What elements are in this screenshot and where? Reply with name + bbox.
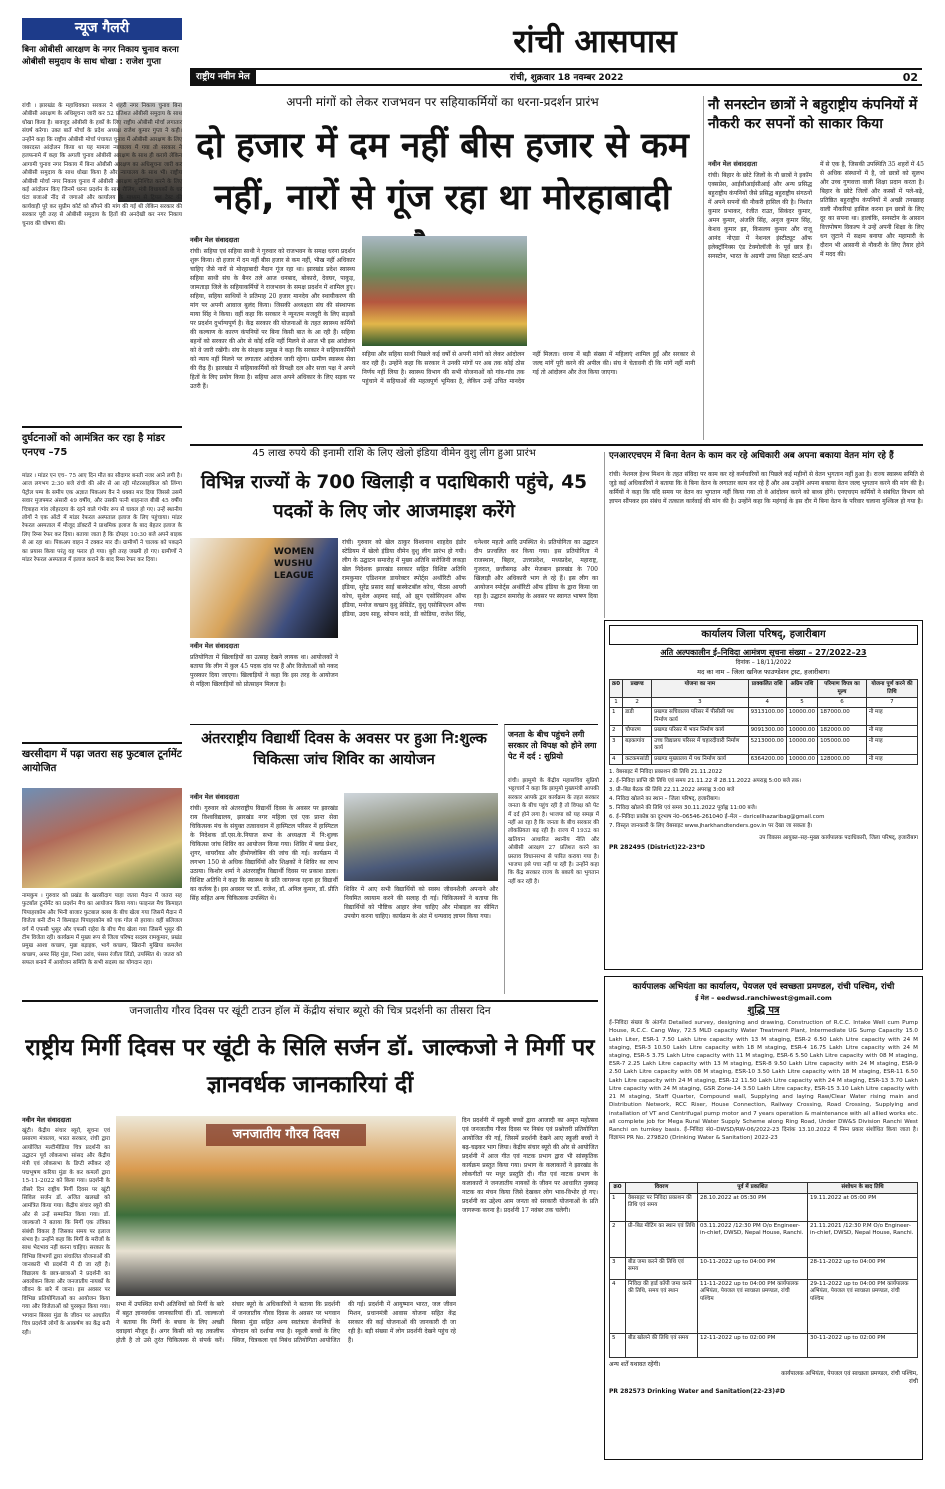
gallery-title: न्यूज गैलरी bbox=[22, 18, 182, 40]
lead-headline: दो हजार में दम नहीं बीस हजार से कम नहीं, नारों से गूंज रहा था मोरहाबादी bbox=[196, 126, 689, 218]
lead-story bbox=[190, 96, 695, 440]
table-cell: उच्च विद्यालय परिसर में चहारदीवारी निर्माण कार्य bbox=[652, 736, 748, 754]
table-cell: 19.11.2022 at 05:00 PM bbox=[808, 1193, 918, 1221]
table-cell: 10000.00 bbox=[786, 754, 817, 764]
table-cell: 1 bbox=[610, 708, 623, 726]
note-line: 3. प्री–बिड बैठक की तिथि 22.11.2022 अपराह्न 3:00 बजे bbox=[609, 786, 735, 793]
table-cell: 4 bbox=[748, 698, 786, 708]
page-section-title: रांची आसपास bbox=[513, 22, 677, 60]
students-headline: अंतरराष्ट्रीय विद्यार्थी दिवस के अवसर पर हुआ नि:शुल्क चिकित्सा जांच शिविर का आयोजन bbox=[201, 731, 487, 768]
tender1-title: अति अल्पकालीन ई–निविदा आमंत्रण सूचना संख्या – 27/2022–23 bbox=[660, 647, 867, 657]
jobs-body-text: रांची। बिहार के छोटे जिलों के नौ छात्रों ने इकॉम एक्सप्रेस, आईसीआईसीआई और अन्य प्रसिद्ध बहुराष्ट्रीय कंपनियों जैसे प्रसिद्ध बहुराष्ट्रीय संगठनों में अपने सपनों की नौकरी हासिल की है। निशांत कुमार प्रभाकर, रंजीत राउत, सिकंदर कुमार, अमन कुमार, अंजलि सिंह, अनुज कुमार सिंह, केशव कुमार झा, किसलय कुमार और राजू आनंद नोएडा में नेशनल इंस्टीट्यूट ऑफ इलेक्ट्रॉनिक्स एंड टेक्नोलॉजी के पूर्व छात्र हैं। सनस्टोन, भारत के अग्रणी उच्च शिक्षा स्टार्ट-अप में से एक है, जिसकी उपस्थिति 35 शहरों में 45 से अधिक संस्थानों में है, जो छात्रों को सुलभ और उच्च गुणवत्ता वाली शिक्षा प्रदान करता है। बिहार के छोटे जिलों और कस्बों में पले-बढ़े, प्रतिष्ठित बहुराष्ट्रीय कंपनियों में अच्छी तनख्वाह वाली नौकरियां हासिल करना इन छात्रों के लिए दूर का सपना था। हालांकि, सनस्टोन के आसान वित्तपोषण विकल्प ने उन्हें अपनी शिक्षा के लिए धन जुटाने में सक्षम बनाया और महामारी के दौरान भी आसानी से नौकरी के लिए तैयार होने में मदद की। bbox=[708, 161, 924, 260]
sports-kicker: 45 लाख रुपये की इनामी राशि के लिए खेलो इंडिया वीमेन वुशु लीग हुआ प्रारंभ bbox=[252, 448, 536, 459]
epilepsy-story bbox=[22, 1000, 598, 1460]
epilepsy-text-c: दिन प्रदर्शनी में स्कूली बच्चों द्वारा आजादी का अमृत महोत्सव एवं जनजातीय गौरव दिवस पर निबंध एवं प्रश्नोत्तरी प्रतियोगिता आयोजित की गई, जिसमें प्रदर्शनी देखने आए स्कूली बच्चों ने बढ़-चढ़कर भाग लिया। केंद्रीय संचार ब्यूरो की ओर से आयोजित प्रदर्शनी में आज गीत एवं नाटक प्रभाग द्वारा भी सांस्कृतिक कार्यक्रम प्रस्तुत किया गया। प्रभाग के कलाकारों ने झारखंड के लोकगीतों पर मधुर प्रस्तुति दी। गीत एवं नाटक प्रभाग के कलाकारों ने जनजातीय नायकों के जीवन पर आधारित नुक्कड़ नाटक का मंचन किया जिसे देखकर लोग भाव-विभोर हो गए। प्रदर्शनी का उद्देश्य आम जनता को सरकारी योजनाओं के प्रति जागरूक करना है। प्रदर्शनी 17 नवंबर तक चलेगी। bbox=[462, 1117, 598, 1214]
tender2-body: ई–निविदा संख्या के अंतर्गत Detailed survey, designing and drawing, Construction of R.C.C. Intake Well cum Pump House, R.C.C. Cang Way, 72.5 MLD capacity Water Treatment Plant, Intermediate UG Sump Capacity 15.0 Lakh Liter, ESR-1 7.50 Lakh Litre capacity with 13 M staging, ESR-2 6.50 Lakh Litre capacity with 24 M staging, ESR-3 10.50 Lakh Litre capacity with 18 M staging, ESR-4 16.75 Lakh Litre capacity with 24 M staging, ESR-5 3.75 Lakh Litre capacity with 11 M staging, ESR-6 5.50 Lakh Litre capacity with 08 M staging, ESR-7 2.25 Lakh Litre capacity with 13 M staging, ESR-8 9.50 Lakh Litre capacity with 24 M staging, ESR-9 2.50 Lakh Litre capacity with 08 M staging, ESR-10 3.50 Lakh Litre capacity with 18 M staging, ESR-11 6.50 Lakh Litre capacity with 24 M staging, ESR-12 11.50 Lakh Litre capacity with 24 M staging, ESR-13 3.70 Lakh Litre capacity with 24 M staging, GSR Zone-14 3.50 Lakh Litre capacity, ESR-15 3.10 Lakh Litre capacity with 21 M staging, Staff Quarter, Compound wall, Supplying and laying Raw/Clear Water rising main and Distribution Network, RCC Riser, House Connection, Railway Crossing, Road Crossing, Supplying and installation of VT and Centrifugal pump motor and 7 years operation & maintenance with all allied works etc. all complete job for Mega Rural Water Supply Scheme along Ring Road, Under DW&S Division Ranchi West Ranchi on turnkey basis. ई–निविदा सं0–DWSD/RW-06/2022-23 दिनांक 13.10.2022 में निम्न प्रकार संशोधित किया जाता है। विज्ञापन PR No. 279820 (Drinking Water & Sanitation) 2022-23 bbox=[609, 1020, 918, 1142]
table-cell: प्रखण्ड परिसर में भवन निर्माण कार्य bbox=[652, 726, 748, 736]
table-cell: 6 bbox=[818, 698, 867, 708]
table-cell: नौ माह bbox=[866, 736, 917, 754]
note-line: 2. ई–निविदा प्राप्ति की तिथि एवं समय 21.11.22 से 28.11.2022 अपराह्न 5:00 बजे तक। bbox=[609, 777, 802, 784]
table-cell: प्रखण्ड मुख्यालय में पथ निर्माण कार्य bbox=[652, 754, 748, 764]
table-cell: 187000.00 bbox=[818, 708, 867, 726]
table-header-row bbox=[610, 1183, 918, 1193]
table-cell: 10-11-2022 up to 04:00 PM bbox=[698, 1257, 808, 1279]
table-cell: बड़कागांव bbox=[623, 736, 652, 754]
tender-notice-dwsd bbox=[604, 976, 923, 1460]
table-cell: 4 bbox=[610, 754, 623, 764]
students-text-a bbox=[190, 793, 338, 993]
table-cell: 5 bbox=[610, 1333, 626, 1357]
table-cell: 12-11-2022 up to 02:00 PM bbox=[698, 1333, 808, 1357]
lead-text-column bbox=[190, 236, 355, 438]
jobs-headline: नौ सनस्टोन छात्रों ने बहुराष्ट्रीय कंपनियों में नौकरी कर सपनों को साकार किया bbox=[708, 97, 918, 132]
tender1-table bbox=[609, 679, 918, 765]
football-photo bbox=[22, 788, 182, 888]
masthead bbox=[190, 18, 922, 88]
lead-body: रांची। सहिया एवं सहिया साथी ने गुरुवार को राजभवन के समक्ष धरना प्रदर्शन शुरू किया। दो हजार में दम नहीं बीस हजार से कम नहीं, भीख नहीं अधिकार चाहिए जैसे नारों से मोरहाबादी मैदान गूंज रहा था। झारखंड प्रदेश स्वास्थ्य सहिया साथी संघ के बैनर तले आज धनबाद, बोकारो, देवघर, पाकुड़, जामताड़ा जिले के सहियाकर्मियों ने राजभवन के समक्ष प्रदर्शन में शामिल हुए। सहिया, सहिया साथियों ने प्रतिमाह 20 हजार मानदेय और स्थायीकरण की मांग पर अपनी आवाज बुलंद किया। जिसकी अध्यक्षता संघ की संस्थापक माया सिंह ने किया। वहीं कहा कि सरकार ने न्यूनतम मजदूरी के लिए सड़कों पर प्रदर्शन दुर्भाग्यपूर्ण है। केंद्र सरकार की योजनाओं के तहत स्वास्थ्य कर्मियों की कल्याण के कारण कंपनियों पर बिना किसी बात के आ रही हैं। सहिया बहनों को सरकार की ओर से कोई राशि नहीं मिलने से आज भी इस आंदोलन को वे जारी रखेंगी। संघ के संरक्षक प्रमुख ने कहा कि सरकार ने सहियाकर्मियों को न्याय नहीं मिलने पर लगातार आंदोलन जारी रहेगा। ग्रामीण स्वास्थ्य सेवा की रीढ़ हैं। झारखंड में सहियाकर्मियों को विपक्षी दल और सत्ता पक्ष ने अपने हितों के लिए प्रयोग किया है। सहिया आज अपने अधिकार के लिए सड़क पर उतरी हैं। bbox=[190, 247, 355, 390]
table-cell: वेबसाइट पर निविदा प्रकाशन की तिथि एवं समय bbox=[626, 1193, 698, 1221]
page-number: 02 bbox=[902, 71, 918, 84]
tender2-table bbox=[609, 1182, 918, 1357]
table-cell: प्री–बिड मीटिंग का स्थान एवं तिथि bbox=[626, 1221, 698, 1257]
table-cell: बीड जमा करने की तिथि एवं समय bbox=[626, 1257, 698, 1279]
table-number-row bbox=[610, 698, 918, 708]
table-cell: 3 bbox=[610, 736, 623, 754]
table-cell: 182000.00 bbox=[818, 726, 867, 736]
nhm-story bbox=[604, 452, 923, 618]
tender2-office: कार्यपालक अभियंता का कार्यालय, पेयजल एवं स्वच्छता प्रमण्डल, रांची पश्चिम, रांची bbox=[632, 982, 895, 992]
table-header: पूर्व में प्रकाशित bbox=[698, 1183, 808, 1193]
tender-notice-hazaribag bbox=[604, 620, 923, 970]
tender2-pr: PR 282573 Drinking Water and Sanitation(22-23)#D bbox=[609, 1388, 785, 1396]
epilepsy-kicker: जनजातीय गौरव दिवस पर खूंटी टाउन हॉल में केंद्रीय संचार ब्यूरो की चित्र प्रदर्शनी का तीसरा दिन bbox=[129, 1005, 491, 1017]
table-header: योजना का नाम bbox=[652, 680, 748, 698]
epilepsy-headline: राष्ट्रीय मिर्गी दिवस पर खूंटी के सिलि सर्जन डॉ. जाल्कजो ने मिर्गी पर ज्ञानवर्धक जानकारियां दीं bbox=[25, 1035, 595, 1098]
table-cell: 2 bbox=[610, 726, 623, 736]
table-cell: 2 bbox=[623, 698, 652, 708]
table-cell: 1 bbox=[610, 698, 623, 708]
tender1-pr: PR 282495 (District)22-23*D bbox=[609, 844, 705, 852]
tender2-footer-note: अन्य शर्तें यथावत रहेंगी। bbox=[609, 1360, 661, 1368]
health-camp-photo bbox=[344, 793, 498, 881]
table-cell: 6364200.00 bbox=[748, 754, 786, 764]
photo-banner-text: WOMEN WUSHU LEAGUE bbox=[274, 547, 315, 581]
tender2-signature: कार्यपालक अभियंता, पेयजल एवं स्वच्छता प्रमण्डल, रांची पश्चिम, रांची bbox=[781, 1370, 918, 1385]
table-cell: 30-11-2022 up to 02:00 PM bbox=[808, 1333, 918, 1357]
gallery-story1-body: रांची । झारखंड के महाधिवक्ता सरकार ने शहरी नगर निकाय चुनाव बिना ओबीसी आरक्षण के अधिसूचना जारी कर 52 प्रतिशत ओबीसी समुदाय के साथ धोखा किया है। बावजूद ओबीसी के हकों के लिए राष्ट्रीय ओबीसी मोर्चा लगातार संघर्ष करेगा। उक्त बातें मोर्चा के प्रदेश अध्यक्ष राजेश कुमार गुप्ता ने कही। उन्होंने कहा कि राष्ट्रीय ओबीसी मोर्चा पंचायत चुनाव में ओबीसी आरक्षण के लिए जबरदस्त आंदोलन किया था यह मामला न्यायालय में गया तो सरकार ने हलफनामे में कहा कि अगली चुनाव ओबीसी आरक्षण के साथ ही कराये लेकिन आगामी चुनाव नगर निकाय में बिना ओबीसी आरक्षण का अधिसूचना जारी कर ओबीसी समुदाय के साथ धोखा किया है और न्यायालय के साथ भी। राष्ट्रीय ओबीसी मोर्चा नगर निकाय चुनाव में ओबीसी आरक्षण सुनिश्चित करने के लिए कई आंदोलन किए जिनमें धरना प्रदर्शन के साथ रौलिंग, मंत्री विधायकों के घर घंटा बजाओ नींद से जगाओ और कार्यालय के माध्यम से ट्रिपल टेस्ट की कार्यवाही पूरे कर सुप्रीम कोर्ट को सौंपने की मांग की गई थी लेकिन सरकार की सरकार पूरी तरह से ओबीसी समुदाय के हितों की अनदेखी कर नगर निकाय चुनाव की घोषणा की। bbox=[22, 103, 182, 227]
table-header: क्र0 bbox=[610, 1183, 626, 1193]
lead-byline: नवीन मेल संवाददाता bbox=[190, 236, 239, 244]
note-line: 4. निविदा खोलने का स्थान – जिला परिषद्, हजारीबाग। bbox=[609, 795, 720, 802]
table-cell: 5213000.00 bbox=[748, 736, 786, 754]
table-cell: 10000.00 bbox=[786, 726, 817, 736]
tender1-work-head: मद का नाम – जिला खनिज फाउण्डेशन ट्रस्ट, हजारीबाग। bbox=[697, 668, 830, 677]
masthead-bar bbox=[190, 68, 922, 86]
divider bbox=[22, 426, 182, 428]
table-cell: कटकमसांडी bbox=[623, 754, 652, 764]
table-row bbox=[610, 1193, 918, 1221]
sports-photo bbox=[190, 538, 338, 638]
divider bbox=[190, 444, 923, 446]
table-cell: नौ माह bbox=[866, 754, 917, 764]
students-story bbox=[190, 724, 498, 994]
table-cell: चौपारण bbox=[623, 726, 652, 736]
table-cell: बीड खोलने की तिथि एवं समय bbox=[626, 1333, 698, 1357]
lead-kicker: अपनी मांगों को लेकर राजभवन पर सहियाकर्मियों का धरना-प्रदर्शन प्रारंभ bbox=[286, 95, 599, 109]
tender1-office: कार्यालय जिला परिषद्, हजारीबाग bbox=[609, 625, 918, 645]
tender2-title: शुद्धि पत्र bbox=[747, 1004, 780, 1016]
table-header: प्रखण्ड bbox=[623, 680, 652, 698]
divider bbox=[22, 1000, 598, 1002]
table-cell: 3 bbox=[652, 698, 748, 708]
opposition-body: रांची। झामुमो के केंद्रीय महासचिव सुप्रियो भट्टाचार्य ने कहा कि झामुमो मुख्यमंत्री आपकी सरकार आपके द्वार कार्यक्रम के तहत सरकार जनता के बीच पहुंच रही है तो विपक्ष को पेट में दर्द होने लगा है। भाजपा को यह समझ में नहीं आ रहा है कि जनता के बीच सरकार की लोकप्रियता बढ़ रही है। राज्य में 1932 का खतियान आधारित स्थानीय नीति और ओबीसी आरक्षण 27 प्रतिशत करने का प्रस्ताव विधानसभा से पारित कराया गया है। भाजपा इसे पचा नहीं पा रही है। उन्होंने कहा कि केंद्र सरकार राज्य के बकाये का भुगतान नहीं कर रही है। bbox=[508, 778, 599, 885]
table-row bbox=[610, 726, 918, 736]
table-row bbox=[610, 1333, 918, 1357]
table-cell: प्रखण्ड सचिवालय परिसर में पीसीसी पथ निर्माण कार्य bbox=[652, 708, 748, 726]
dateline: रांची, शुक्रवार 18 नवम्बर 2022 bbox=[510, 73, 624, 83]
opposition-headline: जनता के बीच पहुंचने लगी सरकार तो विपक्ष को होने लगा पेट में दर्द : सुप्रियो bbox=[508, 730, 597, 761]
photo-banner-text: जनजातीय गौरव दिवस bbox=[206, 1124, 366, 1146]
epilepsy-text-b: सभा में उपस्थित सभी अतिथियों को मिर्गी के बारे में बहुत ज्ञानवर्धक जानकारियां दीं। डॉ. जाल्कजो ने बताया कि मिर्गी के बचाव के लिए अच्छी दवाइयां मौजूद हैं। अगर किसी को यह तकलीफ होती है तो उसे तुरंत चिकित्सक से संपर्क करें। संचार ब्यूरो के अधिकारियों ने बताया कि प्रदर्शनी में जनजातीय गौरव दिवस के अवसर पर भगवान बिरसा मुंडा सहित अन्य स्वतंत्रता सेनानियों के योगदान को दर्शाया गया है। स्कूली बच्चों के लिए क्विज, चित्रकला एवं निबंध प्रतियोगिता आयोजित की गई। प्रदर्शनी में आयुष्मान भारत, जल जीवन मिशन, प्रधानमंत्री आवास योजना सहित केंद्र सरकार की कई योजनाओं की जानकारी दी जा रही है। बड़ी संख्या में लोग प्रदर्शनी देखने पहुंच रहे हैं। bbox=[116, 1301, 456, 1344]
table-header: परिमाण विपत्र का मूल्य bbox=[818, 680, 867, 698]
table-cell: नौ माह bbox=[866, 726, 917, 736]
note-line: 5. निविदा खोलने की तिथि एवं समय 30.11.2022 पूर्वाह्न 11:00 बजे। bbox=[609, 804, 757, 811]
table-header: अग्रिम राशि bbox=[786, 680, 817, 698]
table-header: विवरण bbox=[626, 1183, 698, 1193]
sports-main-text bbox=[342, 538, 598, 718]
table-row bbox=[610, 754, 918, 764]
table-cell: 10000.00 bbox=[786, 708, 817, 726]
gallery-story1-headline: बिना ओबीसी आरक्षण के नगर निकाय चुनाव करना ओबीसी समुदाय के साथ धोखा : राजेश गुप्ता bbox=[22, 45, 179, 67]
table-cell: 2 bbox=[610, 1221, 626, 1257]
gallery-story2-body: मांडर । मांडर एन एच– 75 आए दिन मौत का सौदागर बनती नजर आने लगी है। आज लगभग 2:30 बजे रांची की ओर से आ रही मोटरसाइकिल को लिंग्गा पेट्रोल पम्प के समीप एक अज्ञात पिकअप वैन ने धक्का मार दिया जिससे उसमें सवार मुजफ्फर अंसारी 49 वर्षीय, और उसकी पत्नी शाहनाज बीबी 45 वर्षीय चित्राहरा गांव लोहरदगा के रहने वाले गंभीर रूप से घायल हो गए। उन्हें स्थानीय लोगों ने एक ऑटो में मांडर रेफरल अस्पताल इलाज के लिए पहुंचाया। मांडर रेफरल अस्पताल में मौजूद डॉक्टरों ने प्राथमिक इलाज के बाद बेहतर इलाज के लिए रिम्स रेफर कर दिया। बताया जाता है कि दोपहर 10:30 बजे अपने बाइक से आ रहा था। पिकअप वाहन ने टक्कर मार दी। ग्रामीणों ने चालक को पकड़ने का प्रयास किया परंतु वह फरार हो गया। बुरी तरह जख्मी हो गए। ग्रामीणों ने मांडर रेफरल अस्पताल में इलाज कराने के बाद रिम्स रेफर कर दिया। bbox=[22, 473, 182, 564]
sports-byline: नवीन मेल संवाददाता bbox=[190, 642, 239, 650]
table-cell: 29-11-2022 up to 04:00 PM कार्यपालक अभियंता, पेयजल एवं स्वच्छता प्रमण्डल, रांची पश्चिम bbox=[808, 1279, 918, 1333]
opposition-story bbox=[504, 724, 598, 994]
table-cell: 105000.00 bbox=[818, 736, 867, 754]
table-row bbox=[610, 708, 918, 726]
table-header: क्र0 bbox=[610, 680, 623, 698]
paper-logo: राष्ट्रीय नवीन मेल bbox=[190, 69, 256, 85]
sports-story bbox=[190, 448, 598, 718]
table-cell: 9313100.00 bbox=[748, 708, 786, 726]
table-cell: 28-11-2022 up to 04:00 PM bbox=[808, 1257, 918, 1279]
sports-body-text: रांची। गुरुवार को खेल ठाकुर विश्वनाथ शाहदेव इंडोर स्टेडियम में खेलो इंडिया वीमेन वुशु लीग प्रारंभ हो गयी। लीग के उद्घाटन समारोह में मुख्य अतिथि सरोजिनी लकड़ा खेल निदेशक झारखंड सरकार सहित विशिष्ट अतिथि रामकुमार एडिशनल डायरेक्टर स्पोर्ट्स अथॉरिटी ऑफ इंडिया, सुरेंद्र प्रसाद साई बास्केटबॉल कोच, पीठस आयरी कोच, सुशेल अहमद साई, ओ झुप एसोसिएशन ऑफ इंडिया, मनोज कच्छप वुशु प्रेसिडेंट, वुशु एसोसिएशन ऑफ इंडिया, उदय साहू, सोपान कांडे, डी कोडिया, राजेश सिंह, धनेश्वर महतो आदि उपस्थित थे। प्रतियोगिता का उद्घाटन दीप प्रज्वलित कर किया गया। इस प्रतियोगिता में राजस्थान, बिहार, उत्तरप्रदेश, मध्यप्रदेश, महाराष्ट्र, गुजरात, छत्तीसगढ़ और मेजबान झारखंड के 700 खिलाड़ी और अधिकारी भाग ले रहे हैं। इस लीग का आयोजन स्पोर्ट्स अथॉरिटी ऑफ इंडिया के द्वारा किया जा रहा है। उद्घाटन समारोह के अवसर पर स्वागत भाषण दिया गया। bbox=[342, 539, 598, 618]
note-line: 1. वेबसाइट में निविदा प्रकाशन की तिथि 21.11.2022 bbox=[609, 768, 723, 775]
tender1-date: दिनांक – 18/11/2022 bbox=[735, 659, 792, 667]
nhm-body: रांची। नेशनल हेल्थ मिशन के तहत संविदा पर काम कर रहे कर्मचारियों का पिछले कई महीनों से वेतन भुगतान नहीं हुआ है। राज्य स्वास्थ्य समिति से जुड़े कई अधिकारियों ने बताया कि वे बिना वेतन के लगातार काम कर रहे हैं और अब उन्होंने अपना बकाया वेतन जल्द भुगतान करने की मांग की है। कर्मियों ने कहा कि यदि समय पर वेतन का भुगतान नहीं किया गया तो वे आंदोलन करने को बाध्य होंगे। एनएचएम कर्मियों ने संबंधित विभाग को ज्ञापन सौंपकर इस संबंध में तत्काल कार्रवाई की मांग की है। उन्होंने कहा कि महंगाई के इस दौर में बिना वेतन के परिवार चलाना मुश्किल हो गया है। bbox=[609, 471, 924, 505]
table-cell: डाडी bbox=[623, 708, 652, 726]
tender1-notes bbox=[609, 768, 918, 831]
tender2-email: ई मेल – eedwsd.ranchiwest@gmail.com bbox=[695, 994, 832, 1002]
table-cell: 9091300.00 bbox=[748, 726, 786, 736]
table-cell: 7 bbox=[866, 698, 917, 708]
jobs-body bbox=[708, 160, 924, 438]
gallery-story2-headline: दुर्घटनाओं को आमंत्रित कर रहा है मांडर एनएच –75 bbox=[22, 433, 165, 458]
table-header: संशोधन के बाद तिथि bbox=[808, 1183, 918, 1193]
table-cell: 5 bbox=[786, 698, 817, 708]
table-cell: 4 bbox=[610, 1279, 626, 1333]
jobs-byline: नवीन मेल संवाददाता bbox=[708, 160, 757, 168]
table-cell: 21.11.2021 /12:30 P.M O/o Engineer-in-chief, DWSD, Nepal House, Ranchi. bbox=[808, 1221, 918, 1257]
protest-photo bbox=[362, 236, 527, 346]
table-cell: निविदा की हार्ड कॉपी जमा करने की तिथि, समय एवं स्थान bbox=[626, 1279, 698, 1333]
table-cell: 10000.00 bbox=[786, 736, 817, 754]
table-cell: 128000.00 bbox=[818, 754, 867, 764]
table-row bbox=[610, 736, 918, 754]
table-row bbox=[610, 1279, 918, 1333]
table-row bbox=[610, 1221, 918, 1257]
jobs-story bbox=[703, 96, 923, 440]
table-cell: 11-11-2022 up to 04:00 PM कार्यपालक अभियंता, पेयजल एवं स्वच्छता प्रमण्डल, रांची पश्चिम bbox=[698, 1279, 808, 1333]
table-header: प्राक्कलित राशि bbox=[748, 680, 786, 698]
epilepsy-text-a bbox=[22, 1116, 110, 1460]
table-cell: 1 bbox=[610, 1193, 626, 1221]
students-text-b: शिविर में आए सभी विद्यार्थियों को स्वस्थ जीवनशैली अपनाने और नियमित व्यायाम करने की सलाह दी गई। चिकित्सकों ने बताया कि विद्यार्थियों को पौष्टिक आहार लेना चाहिए और मोबाइल का सीमित उपयोग करना चाहिए। कार्यक्रम के अंत में धन्यवाद ज्ञापन किया गया। bbox=[344, 886, 498, 920]
divider bbox=[22, 742, 182, 744]
table-cell: नौ माह bbox=[866, 708, 917, 726]
table-header: योजना पूर्ण करने की तिथि bbox=[866, 680, 917, 698]
gallery-story3-headline: खरसीदाग में पढ़ा जतरा सह फुटबाल टूर्नामेंट आयोजित bbox=[22, 749, 182, 774]
table-cell: 03.11.2022 /12:30 PM O/o Engineer-in-chief, DWSD, Nepal House, Ranchi. bbox=[698, 1221, 808, 1257]
sports-headline: विभिन्न राज्यों के 700 खिलाड़ी व पदाधिकारी पहुंचे, 45 पदकों के लिए जोर आजमाइश करेंगे bbox=[201, 472, 587, 522]
note-line: 6. ई–निविदा प्रकोष्ठ का दूरभाष नं0–06546-261040 ई–मेल – dsricellhazaribag@gmail.com bbox=[609, 813, 825, 820]
gallery-story3-body: नामकुम । गुरुवार को प्रखंड के खरसीदाग पाहा जतरा मैदान में जतरा सह फुटबॉल टूर्नामेंट का प्रदर्शन मैच का आयोजन किया गया। फाइनल मैच किमाइत पिपाहरकोम और भिनी बाजार फुटबाल क्लब के बीच खेला गया जिसमें मैदान में विजेता बनी टीम ने किमाइत पिपाहरकोम को एक गोल से हराया। वहीं बलिजल वर्ग में एफसी भुसुर और एफसी राहेरा के बीच मैच खेला गया जिसमें भुसुर की टीम विजेता रही। कार्यक्रम में मुख्य रूप से जिला परिषद सदस्य रामकुमार, प्रखंड प्रमुख आशा कच्छप, मुन्ना बड़ाइक, भागे कच्छप, खिरानी मुखिया कमलेश कच्छप, अमर सिंह मुंडा, निशा उरांव, पंसस रंजीता लिंडो, उपस्थित थे। जतरा को सफल बनाने में आयोजन समिति के सभी सदस्य का योगदान रहा। bbox=[22, 893, 182, 967]
table-row bbox=[610, 1257, 918, 1279]
students-byline: नवीन मेल संवाददाता bbox=[190, 793, 239, 801]
table-cell: 3 bbox=[610, 1257, 626, 1279]
students-body-text: रांची। गुरुवार को अंतरराष्ट्रीय विद्यार्थी दिवस के अवसर पर झारखंड राय विश्वविद्यालय, झारखंड नगर महिला एवं एक प्रान्त सेवा चिकित्सक मंच के संयुक्त तत्वावधान में हास्पिटल परिसर में हास्पिटल के निदेशक डॉ.एस.के.नियाज सभा के अध्यक्षता में नि:शुल्क चिकित्सा जांच शिविर का आयोजन किया गया। शिविर में ब्लड प्रेशर, शुगर, थायरॉयड और हीमोग्लोबिन की जांच की गई। कार्यक्रम में लगभग 150 से अधिक विद्यार्थियों और शिक्षकों ने शिविर का लाभ उठाया। किशोर शर्मा ने अंतरराष्ट्रीय विद्यार्थी दिवस पर प्रकाश डाला। विशिष्ट अतिथि ने कहा कि स्वास्थ्य के प्रति जागरूक रहना हर विद्यार्थी का कर्तव्य है। इस अवसर पर डॉ. राजेश, डॉ. अनिल कुमार, डॉ. प्रीति सिंह सहित अन्य चिकित्सक उपस्थित थे। bbox=[190, 805, 338, 902]
sports-text-under-photo: नवीन मेल संवाददाता प्रतियोगिता में खिलाड़ियों का उत्साह देखने लायक था। आयोजकों ने बताया कि लीग में कुल 45 पदक दांव पर हैं और विजेताओं को नकद पुरस्कार दिया जाएगा। खिलाड़ियों ने कहा कि इस तरह के आयोजन से महिला खिलाड़ियों को प्रोत्साहन मिलता है। bbox=[190, 642, 338, 688]
lead-body-cont: सहिया और सहिया साथी पिछले कई वर्षों से अपनी मांगों को लेकर आंदोलन कर रही हैं। उन्होंने कहा कि सरकार ने उनकी मांगों पर अब तक कोई ठोस निर्णय नहीं लिया है। स्वास्थ्य विभाग की सभी योजनाओं को गांव-गांव तक पहुंचाने में सहियाओं की महत्वपूर्ण भूमिका है, लेकिन उन्हें उचित मानदेय नहीं मिलता। धरना में बड़ी संख्या में महिलाएं शामिल हुईं और सरकार से जल्द मांगें पूरी करने की अपील की। संघ ने चेतावनी दी कि मांगें नहीं मानी गई तो आंदोलन और तेज किया जाएगा। bbox=[362, 351, 695, 385]
epilepsy-body: खूंटी। केंद्रीय संचार ब्यूरो, सूचना एवं प्रसारण मंत्रालय, भारत सरकार, रांची द्वारा आयोजित मल्टीमीडिया चित्र प्रदर्शनी का उद्घाटन पूर्व लोकसभा सांसद और केंद्रीय मंत्री एवं लोकसभा के डिप्टी स्पीकर रहे पद्मभूषण करिया मुंडा के कर कमलों द्वारा 15-11-2022 को किया गया। प्रदर्शनी के तीसरे दिन राष्ट्रीय मिर्गी दिवस पर खूंटी सिविल सर्जन डॉ. अजित खलखो को आमंत्रित किया गया। केंद्रीय संचार ब्यूरो की ओर से उन्हें सम्मानित किया गया। डॉ. जाल्कजो ने बताया कि मिर्गी एक तंत्रिका संबंधी विकार है जिसका समय पर इलाज संभव है। उन्होंने कहा कि मिर्गी के मरीजों के साथ भेदभाव नहीं करना चाहिए। सरकार के विभिन्न विभागों द्वारा संचालित योजनाओं की जानकारी भी प्रदर्शनी में दी जा रही है। विद्यालय के छात्र-छात्राओं ने प्रदर्शनी का अवलोकन किया और जनजातीय नायकों के जीवन के बारे में जाना। इस अवसर पर विभिन्न प्रतियोगिताओं का आयोजन किया गया और विजेताओं को पुरस्कृत किया गया। भगवान बिरसा मुंडा के जीवन पर आधारित चित्र प्रदर्शनी लोगों के आकर्षण का केंद्र बनी रही। bbox=[22, 1127, 110, 1336]
table-header-row bbox=[610, 680, 918, 698]
nhm-headline: एनआरएचएम में बिना वेतन के काम कर रहे अधिकारी अब अपना बकाया वेतन मांग रहे हैं bbox=[609, 451, 894, 461]
epilepsy-byline: नवीन मेल संवाददाता bbox=[22, 1116, 71, 1124]
note-line: 7. विस्तृत जानकारी के लिए वेबसाइट www.jharkhandtenders.gov.in पर देखा जा सकता है। bbox=[609, 822, 813, 829]
exhibition-photo bbox=[116, 1116, 456, 1296]
tender1-signature: उप विकास आयुक्त–सह–मुख्य कार्यपालक पदाधिकारी, जिला परिषद्, हजारीबाग bbox=[759, 834, 918, 841]
table-cell: 28.10.2022 at 05:30 PM bbox=[698, 1193, 808, 1221]
